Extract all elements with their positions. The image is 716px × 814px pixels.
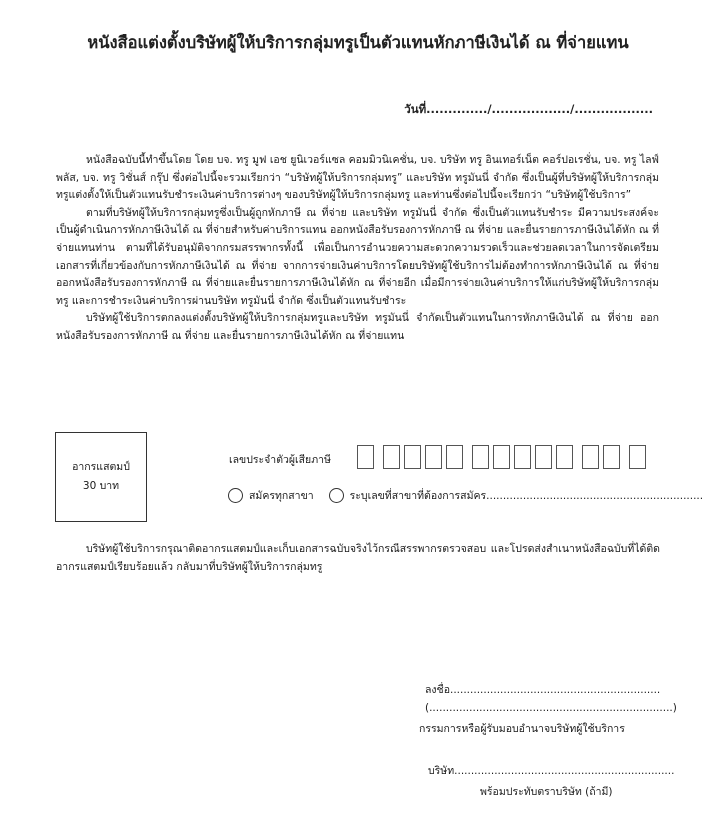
signature-seal-note: พร้อมประทับตราบริษัท (ถ้ามี): [480, 786, 613, 798]
taxid-digit-box[interactable]: [404, 445, 421, 469]
option-all-label: สมัครทุกสาขา: [249, 490, 314, 502]
stamp-duty-box: [55, 432, 147, 522]
signature-role: กรรมการหรือผู้รับมอบอำนาจบริษัทผู้ใช้บริการ: [419, 723, 625, 735]
paragraph-appointment: บริษัทผู้ใช้บริการตกลงแต่งตั้งบริษัทผู้ให้บริการกลุ่มทรูและบริษัท ทรูมันนี่ จำกัดเป็นตัวแทนในการหักภาษีเงินได้ ณ ที่จ่าย ออกหนังสือรับรองการหักภาษี ณ ที่จ่าย และยื่นรายการภาษีเงินได้หัก ณ ที่จ่ายแทน: [56, 312, 659, 342]
taxid-digit-box[interactable]: [472, 445, 489, 469]
signature-company-line: บริษัท..................................................................: [428, 765, 675, 777]
radio-all-branches[interactable]: [228, 488, 243, 503]
taxid-digit-box[interactable]: [629, 445, 646, 469]
paragraph-purpose: ตามที่บริษัทผู้ให้บริการกลุ่มทรูซึ่งเป็นผู้ถูกหักภาษี ณ ที่จ่าย และบริษัท ทรูมันนี่ จำกัด ซึ่งเป็นตัวแทนรับชำระ มีความประสงค์จะเป็นผู้ดำเนินการหักภาษีเงินได้ ณ ที่จ่ายสำหรับค่าบริการแทน ออกหนังสือรับรองการหักภาษี ณ ที่จ่าย และยื่นรายการภาษีเงินได้หัก ณ ที่จ่ายแทนท่าน ตามที่ได้รับอนุมัติจากกรมสรรพากรทั้งนี้ เพื่อเป็นการอำนวยความสะดวกความรวดเร็วและช่วยลดเวลาในการจัดเตรียมเอกสารที่เกี่ยวข้องกับการหักภาษีเงินได้ ณ ที่จ่าย จากการจ่ายเงินค่าบริการโดยบริษัทผู้ใช้บริการไม่ต้องทำการหักภาษีเงินได้ ณ ที่จ่าย ออกหนังสือรับรองการหักภาษี ณ ที่จ่ายและยื่นรายการภาษีเงินได้หัก ณ ที่จ่ายอีก เมื่อมีการจ่ายเงินค่าบริการให้แก่บริษัทผู้ให้บริการกลุ่มทรู และการชำระเงินค่าบริการผ่านบริษัท ทรูมันนี่ จำกัด ซึ่งเป็นตัวแทนรับชำระ: [56, 206, 659, 307]
stamp-label: อากรแสตมป์: [72, 461, 130, 473]
note-text: บริษัทผู้ใช้บริการกรุณาติดอากรแสตมป์และเก็บเอกสารฉบับจริงไว้กรณีสรรพากรตรวจสอบ และโปรดส่งสำเนาหนังสือฉบับที่ได้ติดอากรแสตมป์เรียบร้อยแล้ว กลับมาที่บริษัทผู้ให้บริการกลุ่มทรู: [56, 543, 660, 573]
taxid-digit-box[interactable]: [535, 445, 552, 469]
body-text: [56, 152, 659, 346]
option-all-branches[interactable]: [228, 487, 314, 504]
document-title: หนังสือแต่งตั้งบริษัทผู้ให้บริการกลุ่มทรูเป็นตัวแทนหักภาษีเงินได้ ณ ที่จ่ายแทน: [87, 33, 629, 52]
taxid-digit-box[interactable]: [446, 445, 463, 469]
radio-specific-branch[interactable]: [329, 488, 344, 503]
taxid-digit-box[interactable]: [514, 445, 531, 469]
date-line: วันที่............../................../..................: [404, 102, 653, 116]
taxid-digit-box[interactable]: [383, 445, 400, 469]
taxid-label: เลขประจำตัวผู้เสียภาษี: [229, 454, 331, 466]
signature-name-line: ลงชื่อ...............................................................: [425, 684, 661, 696]
paragraph-intro: หนังสือฉบับนี้ทำขึ้นโดย โดย บจ. ทรู มูฟ เอช ยูนิเวอร์แซล คอมมิวนิเคชั่น, บจ. บริษัท ทรู อินเทอร์เน็ต คอร์ปอเรชั่น, บจ. ทรู ไลฟ์ พลัส, บจ. ทรู วิชั่นส์ กรุ๊ป ซึ่งต่อไปนี้จะรวมเรียกว่า “บริษัทผู้ให้บริการกลุ่มทรู” และบริษัท ทรูมันนี่ จำกัด ซึ่งเป็นผู้ที่บริษัทผู้ให้บริการกลุ่มทรูแต่งตั้งให้เป็นตัวแทนรับชำระเงินค่าบริการต่างๆ ของบริษัทผู้ให้บริการกลุ่มทรู และท่านซึ่งต่อไปนี้จะเรียกว่า “บริษัทผู้ใช้บริการ”: [56, 154, 659, 202]
taxid-digit-boxes[interactable]: [357, 445, 650, 469]
instruction-note: [56, 541, 660, 576]
signature-printed-name: (.........................................................................): [425, 702, 677, 714]
stamp-amount: 30 บาท: [82, 480, 120, 492]
taxid-digit-box[interactable]: [556, 445, 573, 469]
taxid-digit-box[interactable]: [582, 445, 599, 469]
taxid-digit-box[interactable]: [603, 445, 620, 469]
taxid-digit-box[interactable]: [425, 445, 442, 469]
option-branch-label: ระบุเลขที่สาขาที่ต้องการสมัคร.................................................................: [349, 490, 704, 502]
option-specific-branch[interactable]: [329, 487, 703, 504]
taxid-digit-box[interactable]: [357, 445, 374, 469]
taxid-digit-box[interactable]: [493, 445, 510, 469]
branch-options: [228, 487, 703, 504]
